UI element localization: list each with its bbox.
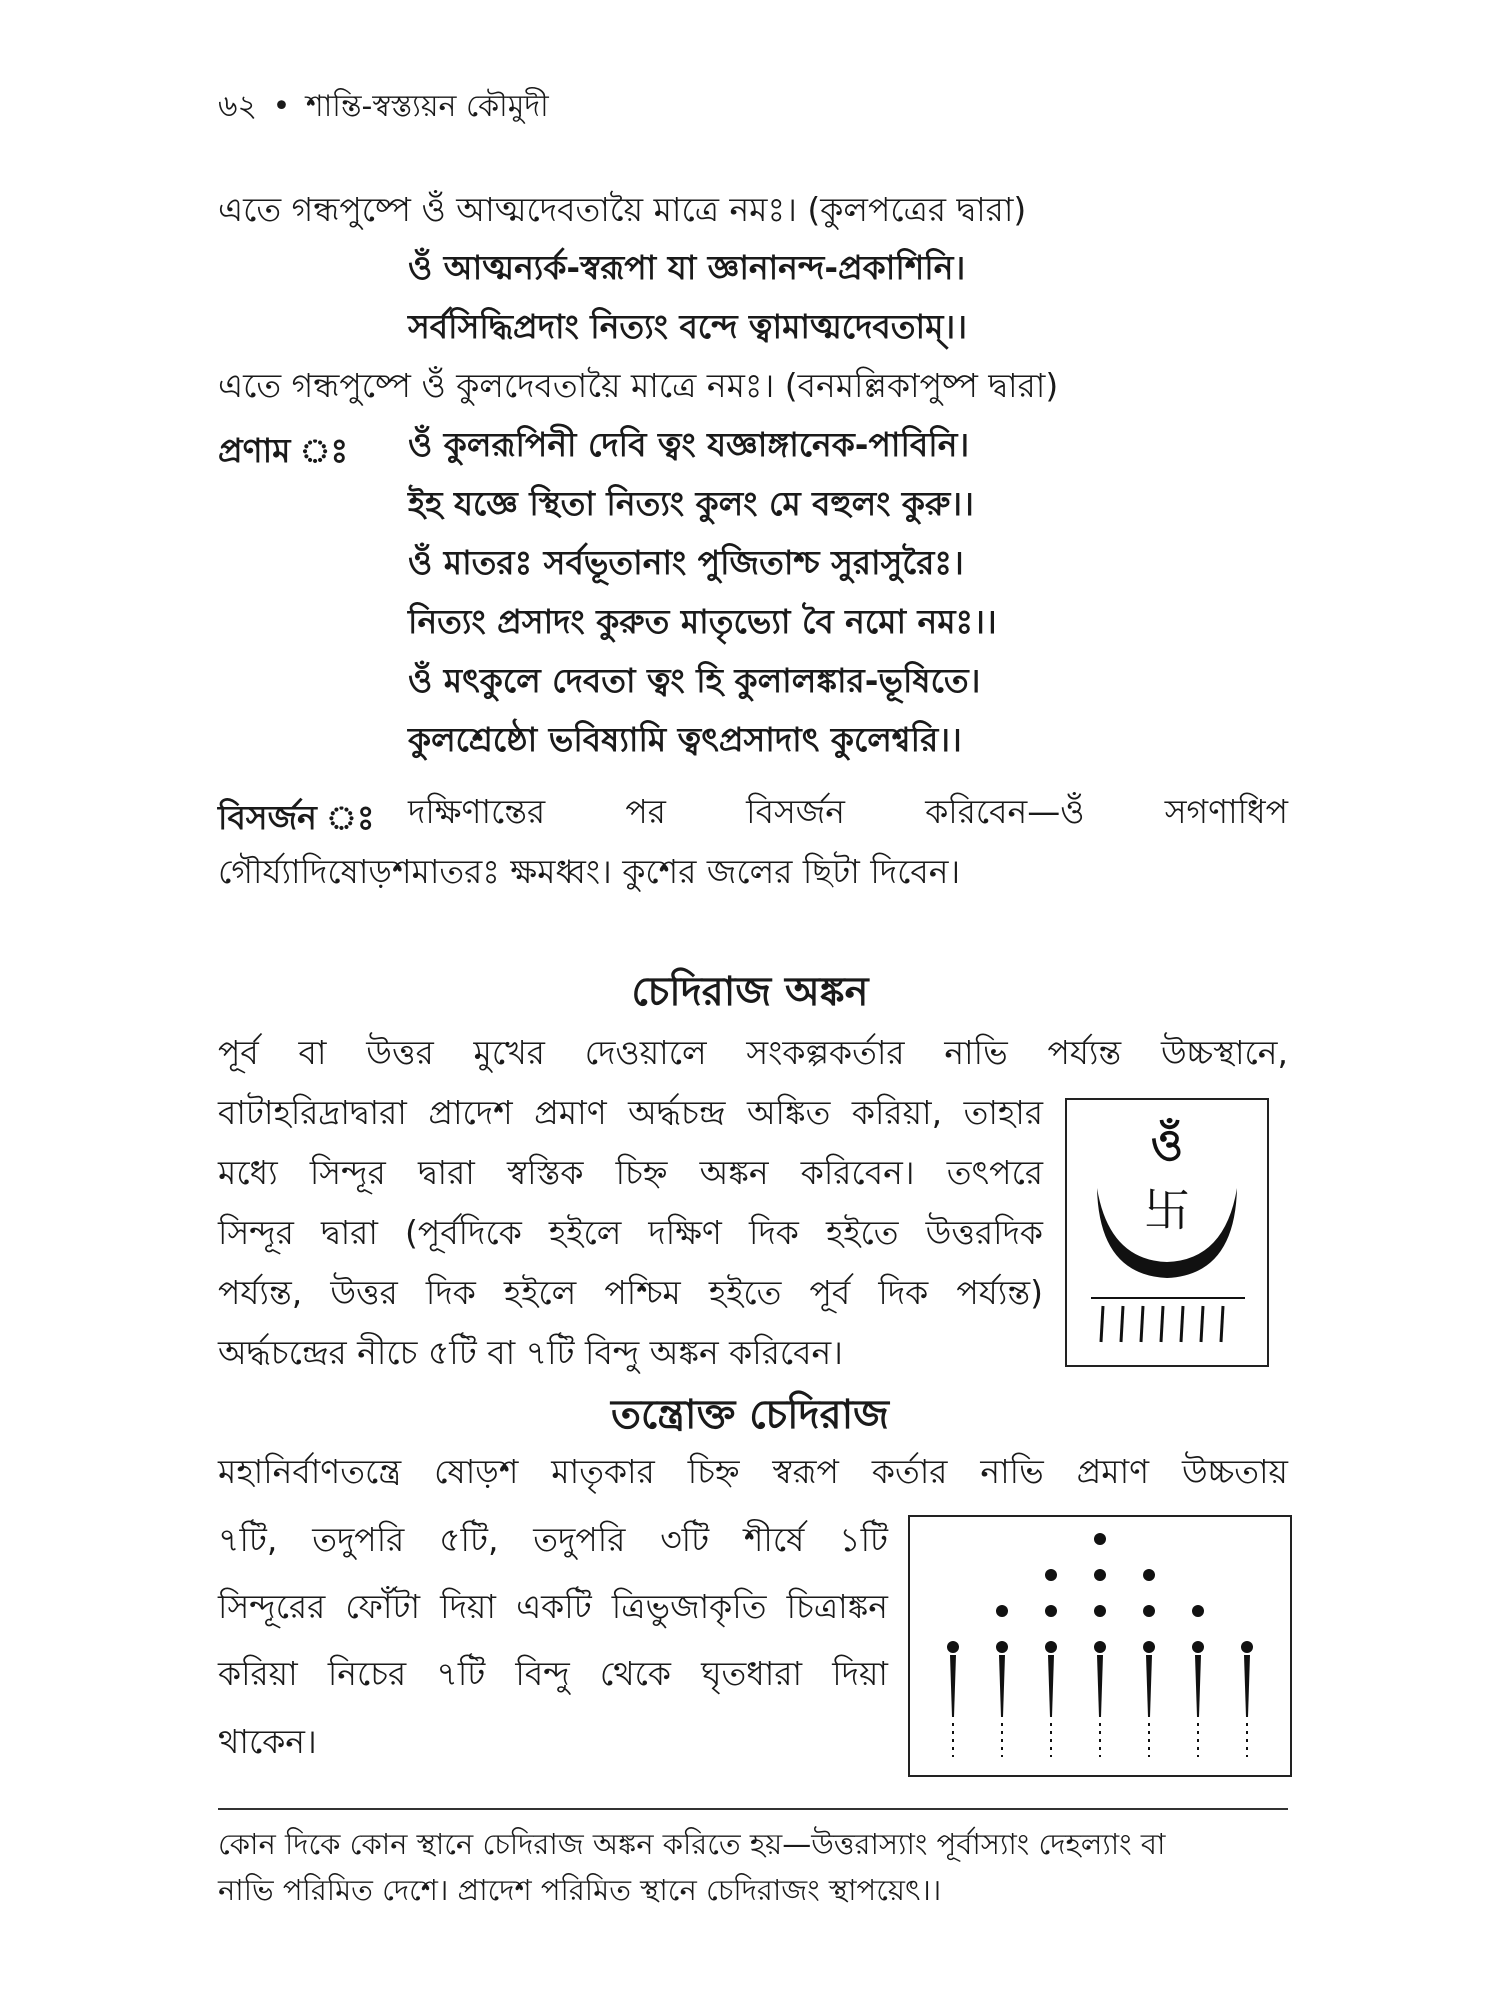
sindoor-dot xyxy=(1143,1641,1155,1653)
ghee-stream-mark xyxy=(950,1655,956,1717)
sindoor-dot xyxy=(1045,1605,1057,1617)
ghee-stream-mark xyxy=(1146,1655,1152,1717)
page-number: ৬২ xyxy=(218,89,258,124)
sindoor-dot xyxy=(1094,1569,1106,1581)
visarjan-label: বিসর্জন ঃ xyxy=(218,798,375,837)
sindoor-dot xyxy=(1045,1641,1057,1653)
tantra-line-1: মহানির্বাণতন্ত্রে ষোড়শ মাতৃকার চিহ্ন স্বরূপ কর্তার নাভি প্রমাণ উচ্চতায় xyxy=(218,1452,1288,1491)
heading-tantrokta-chediraj: তন্ত্রোক্ত চেদিরাজ xyxy=(611,1392,889,1438)
ghee-stream-mark xyxy=(1244,1655,1250,1717)
triangle-dots-svg xyxy=(910,1517,1290,1775)
sindoor-dot xyxy=(1094,1605,1106,1617)
sindoor-dot xyxy=(996,1641,1008,1653)
chediraj-line-3: মধ্যে সিন্দূর দ্বারা স্বস্তিক চিহ্ন অঙ্কন করিবেন। তৎপরে xyxy=(218,1153,1043,1192)
verse-1b: সর্বসিদ্ধিপ্রদাং নিত্যং বন্দে ত্বামাত্মদেবতাম্।। xyxy=(408,307,967,346)
sindoor-dot xyxy=(1094,1641,1106,1653)
vertical-marks xyxy=(1101,1306,1223,1342)
footnote-line-1: কোন দিকে কোন স্থানে চেদিরাজ অঙ্কন করিতে হয়—উত্তরাস্যাং পূর্বাস্যাং দেহল্যাং বা xyxy=(218,1827,1166,1861)
pranam-verse-2: ইহ যজ্ঞে স্থিতা নিত্যং কুলং মে বহুলং কুরু।। xyxy=(408,484,974,523)
sindoor-dot xyxy=(1241,1641,1253,1653)
chediraj-line-2: বাটাহরিদ্রাদ্বারা প্রাদেশ প্রমাণ অর্দ্ধচন্দ্র অঙ্কিত করিয়া, তাহার xyxy=(218,1093,1043,1132)
ghee-stream-mark xyxy=(1097,1655,1103,1717)
sindoor-dot xyxy=(1045,1569,1057,1581)
pranam-verse-5: ওঁ মৎকুলে দেবতা ত্বং হি কুলালঙ্কার-ভূষিতে। xyxy=(408,661,981,700)
chediraj-figure xyxy=(1065,1098,1269,1367)
om-symbol: ওঁ xyxy=(1150,1120,1184,1171)
chediraj-line-4: সিন্দূর দ্বারা (পূর্বদিকে হইলে দক্ষিণ দিক হইতে উত্তরদিক xyxy=(218,1213,1043,1252)
verse-1a: ওঁ আত্মন্যর্ক-স্বরূপা যা জ্ঞানানন্দ-প্রকাশিনি। xyxy=(408,248,966,287)
sindoor-dot xyxy=(1192,1641,1204,1653)
visarjan-line-2: গৌর্য্যাদিষোড়শমাতরঃ ক্ষমধ্বং। কুশের জলের ছিটা দিবেন। xyxy=(218,852,961,891)
pranam-verse-4: নিত্যং প্রসাদং কুরুত মাতৃভ্যো বৈ নমো নমঃ।। xyxy=(408,602,997,641)
footnote-rule xyxy=(218,1808,1288,1810)
pranam-verse-1: ওঁ কুলরূপিনী দেবি ত্বং যজ্ঞাঙ্গানেক-পাবিনি। xyxy=(408,425,970,464)
tantra-line-5: থাকেন। xyxy=(218,1722,317,1761)
sindoor-dot xyxy=(1094,1533,1106,1545)
pranam-verse-3: ওঁ মাতরঃ সর্বভূতানাং পুজিতাশ্চ সুরাসুরৈঃ। xyxy=(408,543,964,582)
chediraj-figure-svg xyxy=(1067,1100,1267,1365)
ghee-stream-mark xyxy=(1195,1655,1201,1717)
offering-line-1: এতে গন্ধপুষ্পে ওঁ আত্মদেবতায়ৈ মাত্রে নমঃ। (কুলপত্রের দ্বারা) xyxy=(218,190,1027,229)
running-header xyxy=(218,82,549,133)
chediraj-line-6: অর্দ্ধচন্দ্রের নীচে ৫টি বা ৭টি বিন্দু অঙ্কন করিবেন। xyxy=(218,1333,843,1372)
pranam-label: প্রণাম ঃ xyxy=(218,431,349,470)
pranam-verse-6: কুলশ্রেষ্ঠো ভবিষ্যামি ত্বৎপ্রসাদাৎ কুলেশ্বরি।। xyxy=(408,720,962,759)
sindoor-dot xyxy=(947,1641,959,1653)
sindoor-dot xyxy=(1192,1605,1204,1617)
heading-chediraj-ankan: চেদিরাজ অঙ্কন xyxy=(631,969,869,1015)
footnote-line-2: নাভি পরিমিত দেশে। প্রাদেশ পরিমিত স্থানে চেদিরাজং স্থাপয়েৎ।। xyxy=(218,1873,942,1907)
sindoor-dot xyxy=(996,1605,1008,1617)
triangle-dots-figure xyxy=(908,1515,1292,1777)
tantra-line-2: ৭টি, তদুপরি ৫টি, তদুপরি ৩টি শীর্ষে ১টি xyxy=(218,1520,888,1559)
swastika-icon: 卐 xyxy=(1144,1183,1190,1237)
sindoor-dot xyxy=(1143,1569,1155,1581)
ghee-stream-mark xyxy=(999,1655,1005,1717)
tantra-line-4: করিয়া নিচের ৭টি বিন্দু থেকে ঘৃতধারা দিয়া xyxy=(218,1654,888,1693)
header-bullet: • xyxy=(272,89,291,124)
chediraj-line-5: পর্য্যন্ত, উত্তর দিক হইলে পশ্চিম হইতে পূর্ব দিক পর্য্যন্ত) xyxy=(218,1273,1043,1312)
tantra-line-3: সিন্দূরের ফোঁটা দিয়া একটি ত্রিভুজাকৃতি চিত্রাঙ্কন xyxy=(218,1587,888,1626)
sindoor-dot xyxy=(1143,1605,1155,1617)
chediraj-line-1: পূর্ব বা উত্তর মুখের দেওয়ালে সংকল্পকর্তার নাভি পর্য্যন্ত উচ্চস্থানে, xyxy=(218,1033,1288,1072)
offering-line-2: এতে গন্ধপুষ্পে ওঁ কুলদেবতায়ৈ মাত্রে নমঃ। (বনমল্লিকাপুষ্প দ্বারা) xyxy=(218,366,1059,405)
ghee-stream-mark xyxy=(1048,1655,1054,1717)
visarjan-text: দক্ষিণান্তের পর বিসর্জন করিবেন—ওঁ সগণাধিপ xyxy=(408,792,1288,831)
book-title: শান্তি-স্বস্ত্যয়ন কৌমুদী xyxy=(305,89,549,124)
